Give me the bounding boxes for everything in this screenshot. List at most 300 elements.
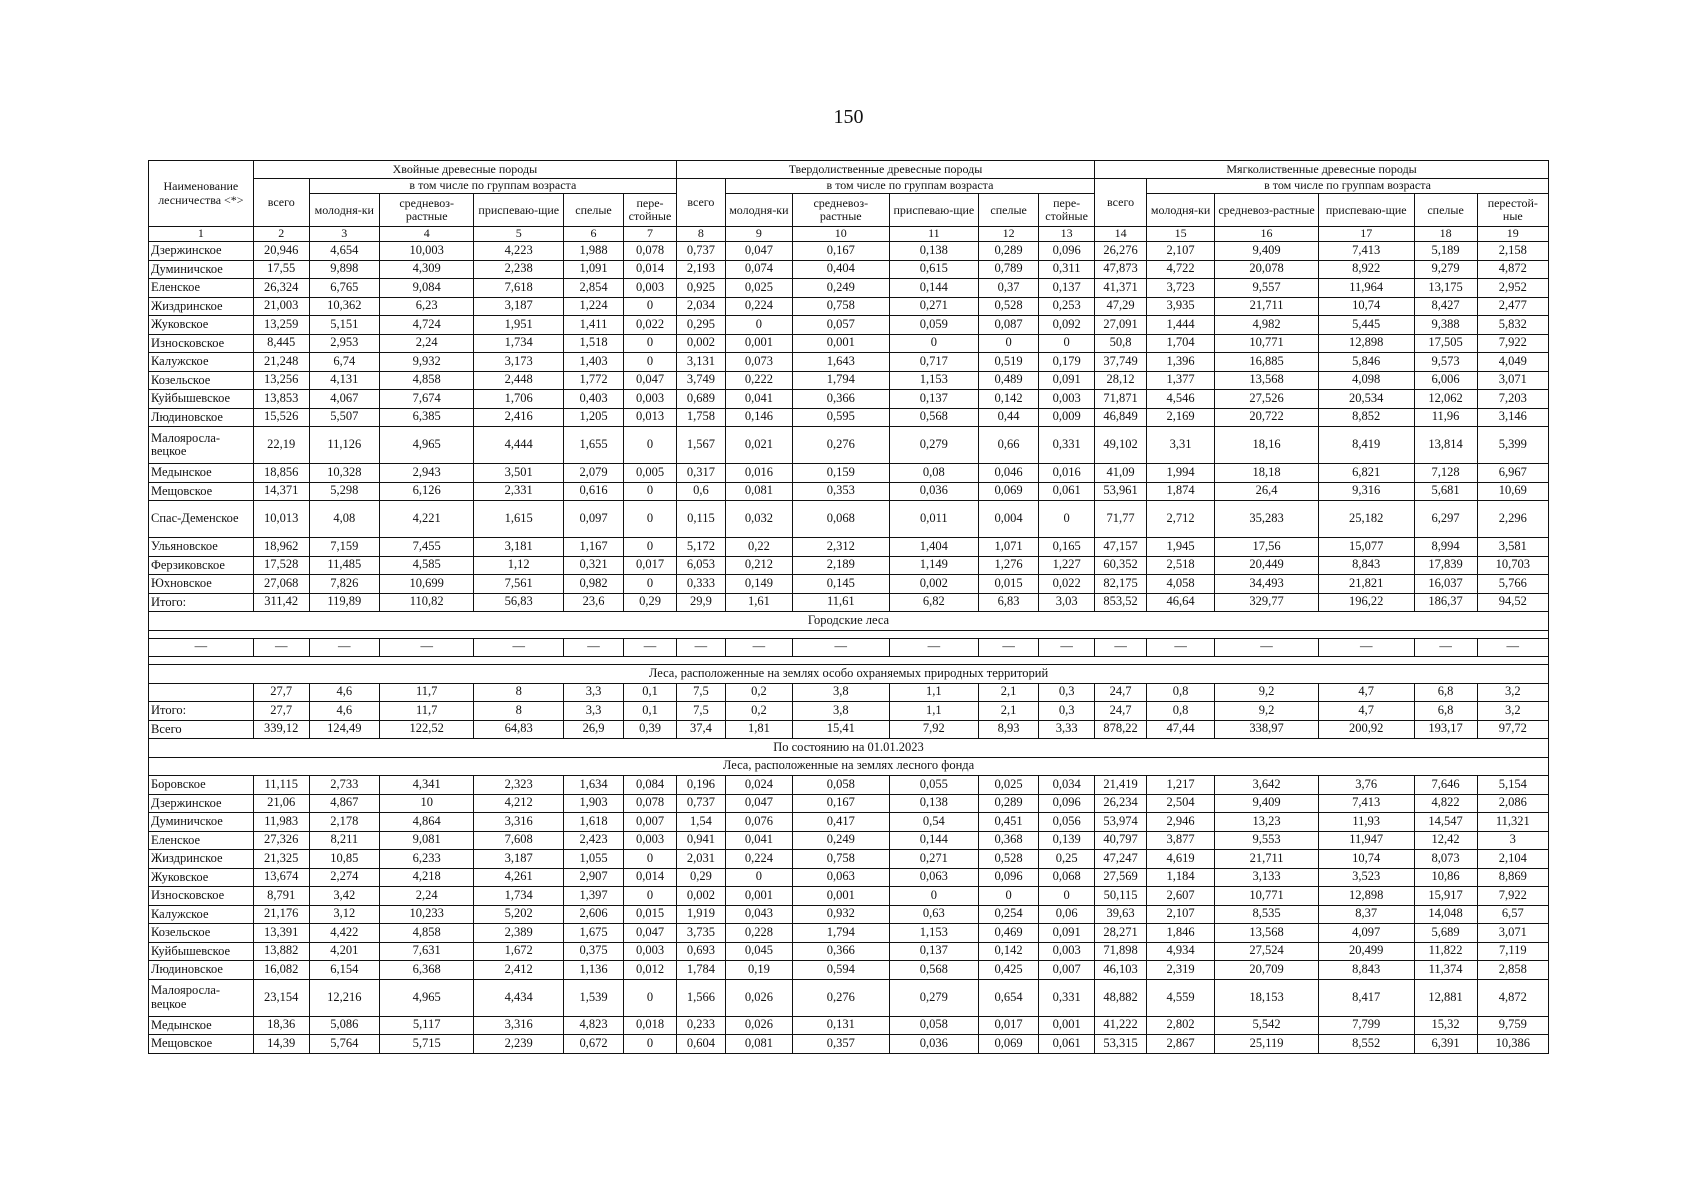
- value-cell: 4,097: [1318, 924, 1414, 943]
- table-body-section-c: [149, 776, 1549, 1054]
- value-cell: 4,098: [1318, 371, 1414, 390]
- dash-cell: —: [379, 638, 474, 657]
- value-cell: 11,321: [1477, 813, 1548, 832]
- forestry-name-cell: Еленское: [149, 831, 254, 850]
- value-cell: 49,102: [1095, 427, 1147, 464]
- value-cell: 8,922: [1318, 260, 1414, 279]
- value-cell: 0,44: [979, 408, 1039, 427]
- table-row: [149, 1035, 1549, 1054]
- value-cell: 7,119: [1477, 942, 1548, 961]
- forestry-name-cell: Людиновское: [149, 408, 254, 427]
- value-cell: 0,007: [1039, 961, 1095, 980]
- value-cell: 0,003: [1039, 942, 1095, 961]
- value-cell: 0,017: [624, 556, 677, 575]
- value-cell: 853,52: [1095, 593, 1147, 612]
- value-cell: 0,925: [676, 279, 725, 298]
- value-cell: 0,212: [725, 556, 792, 575]
- value-cell: 0,139: [1039, 831, 1095, 850]
- value-cell: 15,917: [1414, 887, 1477, 906]
- value-cell: 9,316: [1318, 482, 1414, 501]
- value-cell: 0,932: [792, 905, 889, 924]
- value-cell: 0,604: [676, 1035, 725, 1054]
- value-cell: 11,964: [1318, 279, 1414, 298]
- value-cell: 9,2: [1215, 702, 1319, 721]
- value-cell: 0,144: [889, 831, 979, 850]
- value-cell: 0,25: [1039, 850, 1095, 869]
- value-cell: 37,4: [676, 720, 725, 739]
- value-cell: 0,3: [1039, 683, 1095, 702]
- value-cell: 1,411: [564, 316, 624, 335]
- value-cell: 0,057: [792, 316, 889, 335]
- value-cell: 878,22: [1095, 720, 1147, 739]
- forestry-name-cell: Жиздринское: [149, 850, 254, 869]
- value-cell: 0,146: [725, 408, 792, 427]
- value-cell: 11,126: [309, 427, 379, 464]
- value-cell: 0,026: [725, 1016, 792, 1035]
- value-cell: 7,631: [379, 942, 474, 961]
- value-cell: 2,733: [309, 776, 379, 795]
- value-cell: 14,048: [1414, 905, 1477, 924]
- value-cell: 0,37: [979, 279, 1039, 298]
- forestry-name-cell: Куйбышевское: [149, 942, 254, 961]
- value-cell: 4,722: [1147, 260, 1215, 279]
- value-cell: 0,276: [792, 979, 889, 1016]
- value-cell: 0,228: [725, 924, 792, 943]
- column-number: 4: [379, 227, 474, 242]
- value-cell: 4,6: [309, 683, 379, 702]
- value-cell: 0,131: [792, 1016, 889, 1035]
- header-young: молодня-ки: [1147, 194, 1215, 227]
- value-cell: 0,254: [979, 905, 1039, 924]
- value-cell: 2,907: [564, 868, 624, 887]
- value-cell: 7,92: [889, 720, 979, 739]
- forestry-name-cell: Дзержинское: [149, 794, 254, 813]
- value-cell: 186,37: [1414, 593, 1477, 612]
- value-cell: 2,086: [1477, 794, 1548, 813]
- value-cell: 0,29: [624, 593, 677, 612]
- forestry-name-cell: Козельское: [149, 924, 254, 943]
- value-cell: 0,758: [792, 850, 889, 869]
- forestry-name-cell: Юхновское: [149, 575, 254, 594]
- dash-cell: —: [1318, 638, 1414, 657]
- value-cell: 10,74: [1318, 297, 1414, 316]
- value-cell: 7,922: [1477, 887, 1548, 906]
- value-cell: 1,149: [889, 556, 979, 575]
- value-cell: 0,041: [725, 831, 792, 850]
- dash-cell: —: [474, 638, 564, 657]
- value-cell: 12,881: [1414, 979, 1477, 1016]
- value-cell: 4,546: [1147, 390, 1215, 409]
- value-cell: 0,528: [979, 297, 1039, 316]
- value-cell: 3,071: [1477, 924, 1548, 943]
- value-cell: 1,091: [564, 260, 624, 279]
- value-cell: 0,279: [889, 427, 979, 464]
- value-cell: 3,173: [474, 353, 564, 372]
- header-young: молодня-ки: [725, 194, 792, 227]
- value-cell: 1,539: [564, 979, 624, 1016]
- forestry-name-cell: Дзержинское: [149, 242, 254, 261]
- header-middle-aged: средневоз-растные: [1215, 194, 1319, 227]
- value-cell: 18,856: [253, 464, 309, 483]
- value-cell: 0,568: [889, 408, 979, 427]
- value-cell: 11,96: [1414, 408, 1477, 427]
- value-cell: 5,445: [1318, 316, 1414, 335]
- value-cell: 0,005: [624, 464, 677, 483]
- value-cell: 1,919: [676, 905, 725, 924]
- column-number: 13: [1039, 227, 1095, 242]
- value-cell: 0,289: [979, 794, 1039, 813]
- value-cell: 0,061: [1039, 1035, 1095, 1054]
- value-cell: 3,071: [1477, 371, 1548, 390]
- value-cell: 0,092: [1039, 316, 1095, 335]
- value-cell: 0,279: [889, 979, 979, 1016]
- value-cell: 0,063: [889, 868, 979, 887]
- value-cell: 1,618: [564, 813, 624, 832]
- value-cell: 1,734: [474, 887, 564, 906]
- value-cell: 1,153: [889, 371, 979, 390]
- value-cell: 7,455: [379, 538, 474, 557]
- value-cell: 329,77: [1215, 593, 1319, 612]
- value-cell: 0,004: [979, 501, 1039, 538]
- value-cell: 4,058: [1147, 575, 1215, 594]
- value-cell: 71,898: [1095, 942, 1147, 961]
- value-cell: 339,12: [253, 720, 309, 739]
- value-cell: 3,2: [1477, 683, 1548, 702]
- value-cell: 24,7: [1095, 683, 1147, 702]
- value-cell: 16,037: [1414, 575, 1477, 594]
- value-cell: 0,271: [889, 850, 979, 869]
- value-cell: 26,276: [1095, 242, 1147, 261]
- value-cell: 3,42: [309, 887, 379, 906]
- value-cell: 1,1: [889, 683, 979, 702]
- value-cell: 1,444: [1147, 316, 1215, 335]
- value-cell: 2,712: [1147, 501, 1215, 538]
- column-number: 1: [149, 227, 254, 242]
- value-cell: 1,634: [564, 776, 624, 795]
- table-header: [149, 161, 1549, 242]
- value-cell: 11,7: [379, 683, 474, 702]
- value-cell: 23,6: [564, 593, 624, 612]
- value-cell: 0: [1039, 501, 1095, 538]
- value-cell: 2,107: [1147, 242, 1215, 261]
- value-cell: 13,256: [253, 371, 309, 390]
- forestry-name-cell: Спас-Деменское: [149, 501, 254, 538]
- value-cell: 0,941: [676, 831, 725, 850]
- value-cell: 0,081: [725, 482, 792, 501]
- table-row: [149, 408, 1549, 427]
- value-cell: 0,159: [792, 464, 889, 483]
- value-cell: 15,32: [1414, 1016, 1477, 1035]
- value-cell: 7,5: [676, 683, 725, 702]
- value-cell: 4,823: [564, 1016, 624, 1035]
- forestry-name-cell: Еленское: [149, 279, 254, 298]
- value-cell: 15,526: [253, 408, 309, 427]
- header-age-groups: в том числе по группам возраста: [725, 179, 1094, 194]
- value-cell: 8,791: [253, 887, 309, 906]
- value-cell: 0,789: [979, 260, 1039, 279]
- value-cell: 1,988: [564, 242, 624, 261]
- value-cell: 7,413: [1318, 242, 1414, 261]
- value-cell: 2,953: [309, 334, 379, 353]
- value-cell: 8,073: [1414, 850, 1477, 869]
- value-cell: 9,759: [1477, 1016, 1548, 1035]
- value-cell: 1,136: [564, 961, 624, 980]
- value-cell: 41,222: [1095, 1016, 1147, 1035]
- forestry-name-cell: Ферзиковское: [149, 556, 254, 575]
- value-cell: 3,76: [1318, 776, 1414, 795]
- value-cell: 3,12: [309, 905, 379, 924]
- value-cell: 0,568: [889, 961, 979, 980]
- value-cell: 1,794: [792, 371, 889, 390]
- value-cell: 27,526: [1215, 390, 1319, 409]
- value-cell: 0,311: [1039, 260, 1095, 279]
- value-cell: 8,211: [309, 831, 379, 850]
- value-cell: 0,366: [792, 942, 889, 961]
- value-cell: 0,693: [676, 942, 725, 961]
- forestry-name-cell: Медынское: [149, 1016, 254, 1035]
- table-row: [149, 482, 1549, 501]
- value-cell: 13,391: [253, 924, 309, 943]
- value-cell: 4,261: [474, 868, 564, 887]
- value-cell: 4,867: [309, 794, 379, 813]
- value-cell: 40,797: [1095, 831, 1147, 850]
- value-cell: 0,069: [979, 482, 1039, 501]
- value-cell: 0,333: [676, 575, 725, 594]
- value-cell: 1,706: [474, 390, 564, 409]
- value-cell: 5,846: [1318, 353, 1414, 372]
- value-cell: 9,409: [1215, 242, 1319, 261]
- value-cell: 0,737: [676, 794, 725, 813]
- value-cell: 11,7: [379, 702, 474, 721]
- value-cell: 97,72: [1477, 720, 1548, 739]
- value-cell: 9,081: [379, 831, 474, 850]
- value-cell: 0,097: [564, 501, 624, 538]
- page-number: 150: [833, 106, 864, 128]
- value-cell: 2,323: [474, 776, 564, 795]
- value-cell: 7,203: [1477, 390, 1548, 409]
- value-cell: 0,196: [676, 776, 725, 795]
- value-cell: 13,853: [253, 390, 309, 409]
- value-cell: 0,003: [624, 942, 677, 961]
- value-cell: 20,499: [1318, 942, 1414, 961]
- value-cell: 0: [979, 887, 1039, 906]
- value-cell: 0,425: [979, 961, 1039, 980]
- value-cell: 3,642: [1215, 776, 1319, 795]
- value-cell: 0,003: [624, 279, 677, 298]
- value-cell: 0,224: [725, 850, 792, 869]
- value-cell: 26,4: [1215, 482, 1319, 501]
- value-cell: 3,316: [474, 1016, 564, 1035]
- value-cell: 0,001: [792, 334, 889, 353]
- value-cell: 2,518: [1147, 556, 1215, 575]
- header-total: всего: [676, 179, 725, 227]
- value-cell: 53,974: [1095, 813, 1147, 832]
- value-cell: 0,469: [979, 924, 1039, 943]
- value-cell: 6,57: [1477, 905, 1548, 924]
- dash-cell: —: [676, 638, 725, 657]
- column-number: 10: [792, 227, 889, 242]
- value-cell: 1,643: [792, 353, 889, 372]
- value-cell: 2,24: [379, 334, 474, 353]
- value-cell: 0,233: [676, 1016, 725, 1035]
- value-cell: 4,309: [379, 260, 474, 279]
- value-cell: 5,298: [309, 482, 379, 501]
- value-cell: 0,012: [624, 961, 677, 980]
- value-cell: 15,41: [792, 720, 889, 739]
- value-cell: 20,946: [253, 242, 309, 261]
- value-cell: 0: [624, 334, 677, 353]
- value-cell: 5,689: [1414, 924, 1477, 943]
- forestry-name-cell: Куйбышевское: [149, 390, 254, 409]
- table-body-date-section: [149, 739, 1549, 776]
- value-cell: 2,504: [1147, 794, 1215, 813]
- dash-cell: —: [1039, 638, 1095, 657]
- value-cell: 0,149: [725, 575, 792, 594]
- value-cell: 10,362: [309, 297, 379, 316]
- table-row: [149, 353, 1549, 372]
- value-cell: 0,063: [792, 868, 889, 887]
- value-cell: 22,19: [253, 427, 309, 464]
- value-cell: 2,802: [1147, 1016, 1215, 1035]
- column-number: 19: [1477, 227, 1548, 242]
- value-cell: 6,391: [1414, 1035, 1477, 1054]
- value-cell: 0: [624, 482, 677, 501]
- value-cell: 47,157: [1095, 538, 1147, 557]
- value-cell: 10,771: [1215, 334, 1319, 353]
- value-cell: 124,49: [309, 720, 379, 739]
- value-cell: 3,131: [676, 353, 725, 372]
- value-cell: 0,076: [725, 813, 792, 832]
- value-cell: 119,89: [309, 593, 379, 612]
- value-cell: 47,44: [1147, 720, 1215, 739]
- value-cell: 1,758: [676, 408, 725, 427]
- value-cell: 0: [889, 334, 979, 353]
- value-cell: 1,61: [725, 593, 792, 612]
- forestry-name-cell: Медынское: [149, 464, 254, 483]
- value-cell: 26,234: [1095, 794, 1147, 813]
- header-middle-aged: средневоз-растные: [379, 194, 474, 227]
- value-cell: 6,154: [309, 961, 379, 980]
- value-cell: 0,014: [624, 260, 677, 279]
- value-cell: 2,239: [474, 1035, 564, 1054]
- value-cell: 3,33: [1039, 720, 1095, 739]
- value-cell: 0,022: [1039, 575, 1095, 594]
- header-mature: спелые: [979, 194, 1039, 227]
- value-cell: 0,096: [1039, 794, 1095, 813]
- value-cell: 9,553: [1215, 831, 1319, 850]
- value-cell: 2,034: [676, 297, 725, 316]
- value-cell: 0,138: [889, 242, 979, 261]
- value-cell: 9,898: [309, 260, 379, 279]
- value-cell: 0,375: [564, 942, 624, 961]
- value-cell: 4,444: [474, 427, 564, 464]
- value-cell: 0,142: [979, 942, 1039, 961]
- value-cell: 1,276: [979, 556, 1039, 575]
- value-cell: 2,319: [1147, 961, 1215, 980]
- value-cell: 11,115: [253, 776, 309, 795]
- value-cell: 24,7: [1095, 702, 1147, 721]
- value-cell: 2,312: [792, 538, 889, 557]
- value-cell: 37,749: [1095, 353, 1147, 372]
- value-cell: 2,104: [1477, 850, 1548, 869]
- value-cell: 196,22: [1318, 593, 1414, 612]
- value-cell: 8,427: [1414, 297, 1477, 316]
- header-overmature: пере-стойные: [624, 194, 677, 227]
- value-cell: 28,271: [1095, 924, 1147, 943]
- value-cell: 1,055: [564, 850, 624, 869]
- value-cell: 0,29: [676, 868, 725, 887]
- value-cell: 0,003: [1039, 390, 1095, 409]
- value-cell: 8,869: [1477, 868, 1548, 887]
- value-cell: 7,561: [474, 575, 564, 594]
- value-cell: 6,297: [1414, 501, 1477, 538]
- value-cell: 0,074: [725, 260, 792, 279]
- value-cell: 21,003: [253, 297, 309, 316]
- value-cell: 2,189: [792, 556, 889, 575]
- value-cell: 4,067: [309, 390, 379, 409]
- value-cell: 4,858: [379, 924, 474, 943]
- value-cell: 2,448: [474, 371, 564, 390]
- value-cell: 2,158: [1477, 242, 1548, 261]
- value-cell: 6,765: [309, 279, 379, 298]
- value-cell: 0,045: [725, 942, 792, 961]
- value-cell: 2,858: [1477, 961, 1548, 980]
- value-cell: 1,672: [474, 942, 564, 961]
- value-cell: 0,982: [564, 575, 624, 594]
- value-cell: 4,864: [379, 813, 474, 832]
- value-cell: 6,233: [379, 850, 474, 869]
- value-cell: 1,071: [979, 538, 1039, 557]
- value-cell: 0,66: [979, 427, 1039, 464]
- value-cell: 2,331: [474, 482, 564, 501]
- value-cell: 3,8: [792, 683, 889, 702]
- table-row: [149, 556, 1549, 575]
- value-cell: 6,053: [676, 556, 725, 575]
- dash-cell: —: [725, 638, 792, 657]
- value-cell: 4,422: [309, 924, 379, 943]
- value-cell: 18,18: [1215, 464, 1319, 483]
- value-cell: 21,711: [1215, 850, 1319, 869]
- value-cell: 27,524: [1215, 942, 1319, 961]
- value-cell: 11,93: [1318, 813, 1414, 832]
- value-cell: 1,772: [564, 371, 624, 390]
- value-cell: 7,128: [1414, 464, 1477, 483]
- forestry-name-cell: Жиздринское: [149, 297, 254, 316]
- table-row: [149, 794, 1549, 813]
- value-cell: 338,97: [1215, 720, 1319, 739]
- value-cell: 0,025: [725, 279, 792, 298]
- value-cell: 0,1: [624, 702, 677, 721]
- value-cell: 13,814: [1414, 427, 1477, 464]
- value-cell: 3,146: [1477, 408, 1548, 427]
- value-cell: 21,248: [253, 353, 309, 372]
- value-cell: 26,324: [253, 279, 309, 298]
- value-cell: 0,001: [725, 887, 792, 906]
- value-cell: 3,3: [564, 683, 624, 702]
- header-mature: спелые: [564, 194, 624, 227]
- column-number: 5: [474, 227, 564, 242]
- value-cell: 20,709: [1215, 961, 1319, 980]
- value-cell: 3,31: [1147, 427, 1215, 464]
- forestry-name-cell: Итого:: [149, 593, 254, 612]
- value-cell: 1,994: [1147, 464, 1215, 483]
- value-cell: 0,1: [624, 683, 677, 702]
- value-cell: 13,175: [1414, 279, 1477, 298]
- value-cell: 10,74: [1318, 850, 1414, 869]
- value-cell: 6,82: [889, 593, 979, 612]
- value-cell: 10: [379, 794, 474, 813]
- value-cell: 6,126: [379, 482, 474, 501]
